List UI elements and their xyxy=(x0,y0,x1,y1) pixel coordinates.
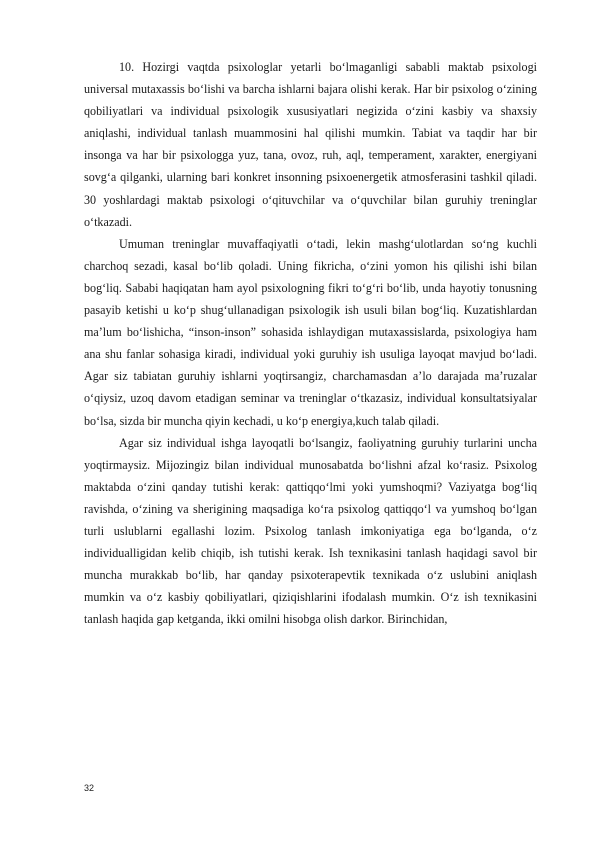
page-number: 32 xyxy=(84,783,95,793)
body-text xyxy=(84,56,537,630)
paragraph-2: Umuman treninglar muvaffaqiyatli o‘tadi, lekin mashg‘ulotlardan so‘ng kuchli charchoq sezadi, kasal bo‘lib qoladi. Uning fikricha, o‘zini yomon his qilishi ishi bilan bog‘liq. Sababi haqiqatan ham ayol psixologning fikri to‘g‘ri bo‘lib, unda hayotiy tonusning pasayib ketishi u ko‘p shug‘ullanadigan psixologik ish usuli bilan bog‘liq. Kuzatishlardan ma’lum bo‘lishicha, “inson-inson” sohasida ishlaydigan mutaxassislarda, psixologiya ham ana shu fanlar sohasiga kiradi, individual yoki guruhiy ish usuliga layoqat mavjud bo‘ladi. Agar siz tabiatan guruhiy ishlarni yoqtirsangiz, charchamasdan a’lo darajada ma’ruzalar o‘qiysiz, uzoq davom etadigan seminar va treninglar o‘tkazasiz, individual konsultatsiyalar bo‘lsa, sizda bir muncha qiyin kechadi, u ko‘p energiya,kuch talab qiladi. xyxy=(84,236,537,428)
paragraph-1: 10. Hozirgi vaqtda psixologlar yetarli bo‘lmaganligi sababli maktab psixologi universal mutaxassis bo‘lishi va barcha ishlarni bajara olishi kerak. Har bir psixolog o‘zining qobiliyatlari va individual psixologik xususiyatlari negizida o‘zini kasbiy va shaxsiy aniqlashi, individual tanlash muammosini hal qilishi mumkin. Tabiat va taqdir har bir insonga va har bir psixologga yuz, tana, ovoz, ruh, aql, temperament, xarakter, energiyani sovg‘a qilganki, ularning bari konkret insonning psixoenergetik atmosferasini tashkil qiladi. 30 yoshlardagi maktab psixologi o‘qituvchilar va o‘quvchilar bilan guruhiy treninglar o‘tkazadi. xyxy=(84,60,537,229)
paragraph-3: Agar siz individual ishga layoqatli bo‘lsangiz, faoliyatning guruhiy turlarini uncha yoqtirmaysiz. Mijozingiz bilan individual munosabatda bo‘lishni afzal ko‘rasiz. Psixolog maktabda o‘zini qanday tutishi kerak: qattiqqo‘lmi yoki yumshoqmi? Vaziyatga bog‘liq ravishda, o‘zining va sherigining maqsadiga ko‘ra psixolog qattiqqo‘l va yumshoq bo‘lgan turli uslublarni egallashi lozim. Psixolog tanlash imkoniyatiga ega bo‘lganda, o‘z individualligidan kelib chiqib, ish tutishi kerak. Ish texnikasini tanlash haqidagi savol bir muncha murakkab bo‘lib, har qanday psixoterapevtik texnikada o‘z uslubini aniqlash mumkin va o‘z kasbiy qobiliyatlari, qiziqishlarini ifodalash mumkin. O‘z ish texnikasini tanlash haqida gap ketganda, ikki omilni hisobga olish darkor. Birinchidan, xyxy=(84,435,537,627)
